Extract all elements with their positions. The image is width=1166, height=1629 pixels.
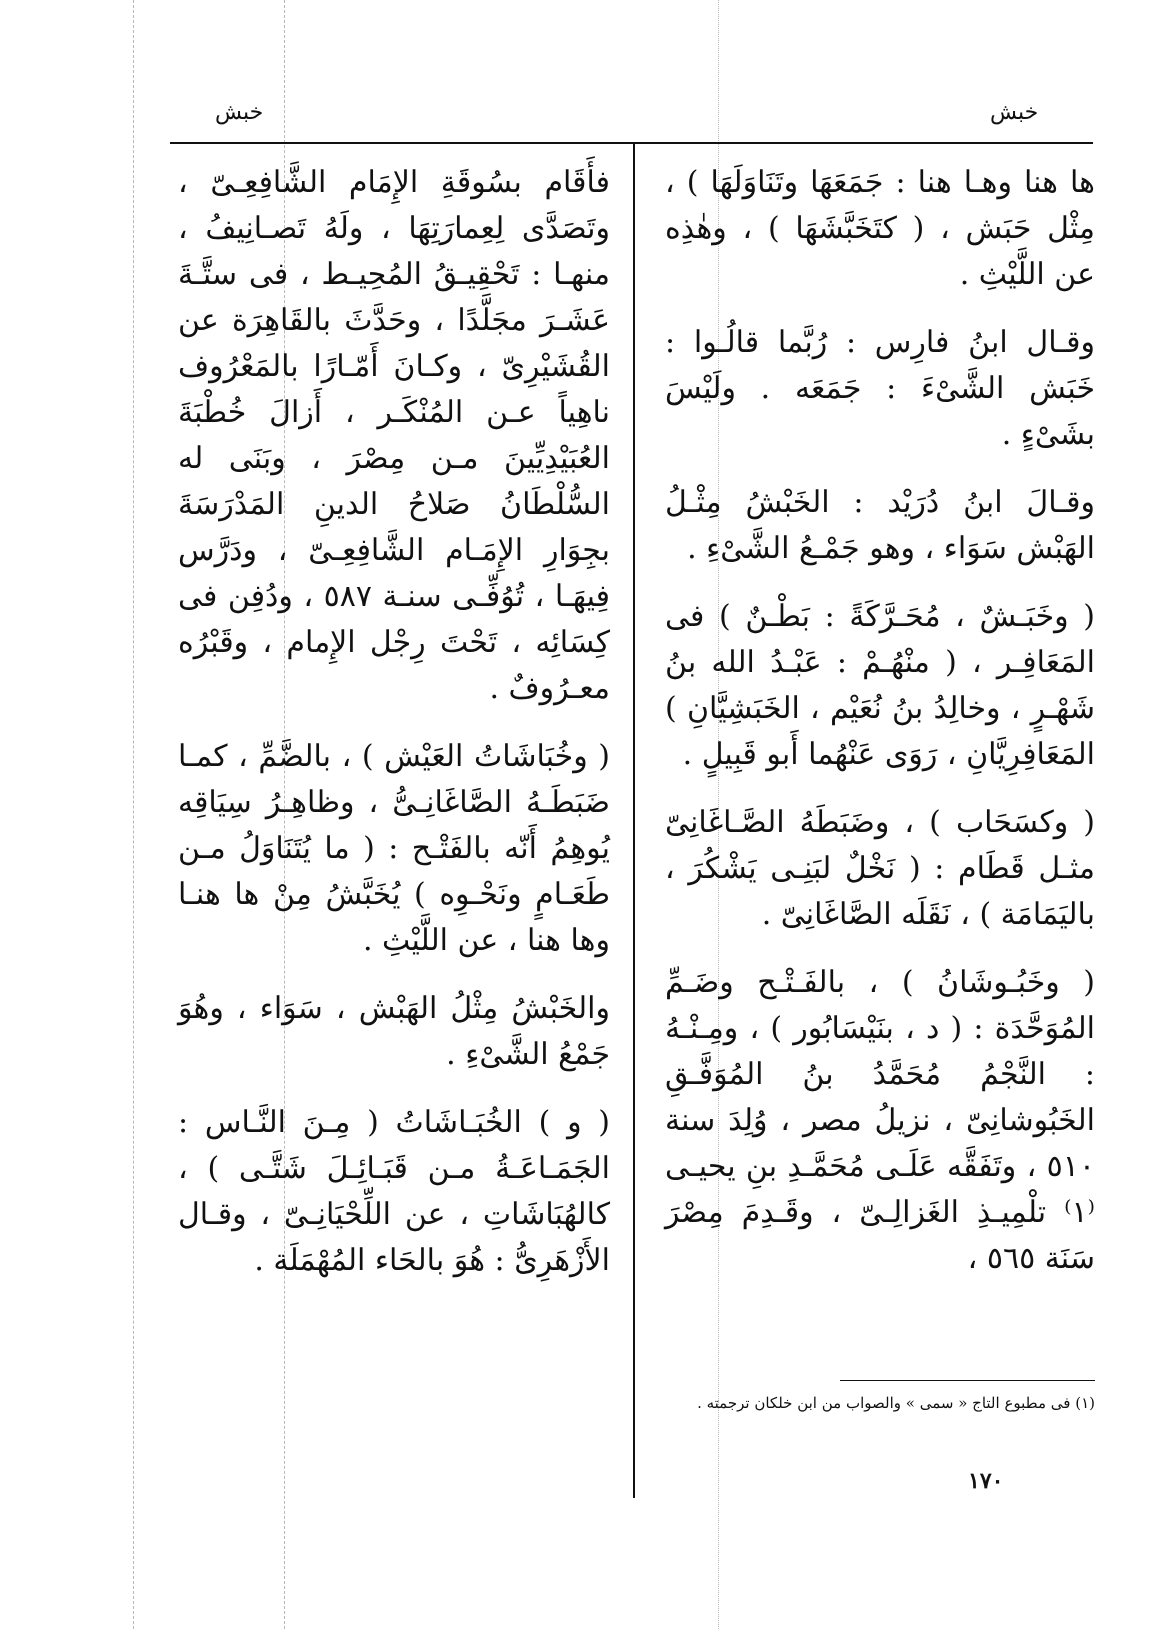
entry-paragraph: فأَقَام بسُوقَةِ الإِمَام الشَّافِعِـىّ ، وتَصَدَّى لِعِمارَتِهَا ، ولَهُ تَصـانِيفُ ، منهـا : تَحْقِيـقُ المُحِيـط ، فى ستَّـةَ عَشَـرَ مجَلَّدًا ، وحَدَّثَ بالقَاهِرَة عن القُشَيْرِىّ ، وكـانَ أَمّـارًا بالمَعْرُوف ناهِياً عـن المُنْكَـر ، أَزالَ خُطْبَةَ العُبَيْدِيِّينَ مـن مِصْرَ ، وبَنَى له السُّلْطَانُ صَلاحُ الدينِ المَدْرَسَةَ بجِوَارِ الإِمَـام الشَّافِعِـىّ ، ودَرَّس فِيهَـا ، تُوُفِّـى سنـة ٥٨٧ ، ودُفِن فى كِسَائِه ، تَحْتَ رِجْل الإِمام ، وقَبْرُه معـرُوفٌ . [178,165,610,706]
footnote-rule [840,1380,1095,1381]
entry-paragraph: ( وخَبَـشٌ ، مُحَـرَّكَةً : بَطْـنٌ ) فى المَعَافِـر ، ( منْهُـمْ : عَبْـدُ الله بنُ شَهْـرٍ ، وخالِدُ بنُ نُعَيْم ، الخَبَشِيَّانِ ) المَعَافِرِيَّانِ ، رَوَى عَنْهُما أَبو قَبِيلٍ . [665,599,1095,772]
entry-paragraph: وقـالَ ابنُ دُرَيْد : الخَبْشُ مِثْـلُ الهَبْش سَوَاء ، وهو جَمْـعُ الشَّىْءِ . [665,485,1095,566]
page-number: ١٧٠ [968,1468,1004,1494]
entry-paragraph: والخَبْشُ مِثْلُ الهَبْش ، سَوَاء ، وهُوَ جَمْعُ الشَّىْءِ . [178,991,610,1072]
entry-paragraph: ( و ) الخُبَـاشَاتُ ( مِـنَ النَّـاس : الجَمَـاعَـةُ مـن قَبَـائِـلَ شَتَّـى ) ، كالهُبَاشَاتِ ، عن اللِّحْيَانِـىّ ، وقـال الأَزْهَرِىُّ : هُوَ بالحَاء المُهْمَلَة . [178,1105,610,1278]
entry-paragraph: ( وخَبُـوشَانُ ) ، بالفَـتْـح وضَـمِّ المُوَحَّدَة : ( د ، بنَيْسَابُور ) ، ومِـنْـهُ : النَّجْمُ مُحَمَّدُ بنُ المُوَفَّـقِ الخَبُوشانِىّ ، نزيلُ مصر ، وُلِدَ سنة ٥١٠ ، وتَفَقَّه عَلَـى مُحَمَّـدِ بنِ يحيـى ⁽١⁾ تلْمِيـذِ الغَزالِـىّ ، وقَـدِمَ مِصْرَ سَنَة ٥٦٥ ، [665,965,1095,1276]
entry-paragraph: ( وخُبَاشَاتُ العَيْش ) ، بالضَّمِّ ، كمـا ضَبَطَـهُ الصَّاغَانِـىُّ ، وظاهِـرُ سِيَاقِه يُوهِمُ أَنّه بالفَتْـح : ( ما يُتَنَاوَلُ مـن طَعَـامٍ ونَحْـوِه ) يُخَبَّشُ مِنْ ها هنـا وها هنا ، عن اللَّيْثِ . [178,739,610,958]
column-divider [633,143,635,1498]
header-rule [170,142,1093,144]
running-head-right: خبش [990,100,1039,125]
left-column [178,160,610,1306]
entry-paragraph: ( وكسَحَاب ) ، وضَبَطَهُ الصَّـاغَانِىّ مثـل قَطَام : ( نَخْلٌ لبَنِـى يَشْكُرَ ، باليَمَامَة ) ، نَقَلَه الصَّاغَانِىّ . [665,805,1095,932]
scan-artifact-line [133,0,134,1629]
right-column [665,160,1095,1304]
running-head-left: خبش [215,100,264,125]
footnote: (١) فى مطبوع التاج « سمى » والصواب من ابن خلكان ترجمته . [697,1394,1095,1412]
entry-paragraph: ها هنا وهـا هنا : جَمَعَهَا وتَنَاوَلَهَا ) ، مِثْل حَبَش ، ( كتَخَبَّشَهَا ) ، وهٰذِه عن اللَّيْثِ . [665,165,1095,292]
entry-paragraph: وقـال ابنُ فارِس : رُبَّما قالُـوا : خَبَش الشَّىْءَ : جَمَعَه . ولَيْسَ بشَىْءٍ . [665,325,1095,452]
